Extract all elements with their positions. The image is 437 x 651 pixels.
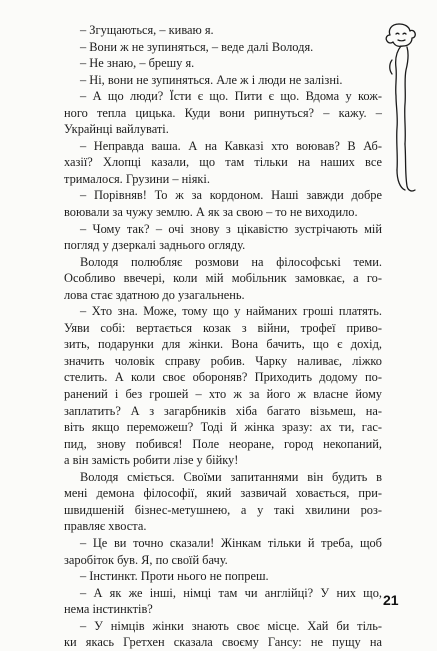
text-line: стелить. А коли своє обороняв? Приходить додому по- — [64, 370, 382, 385]
text-line: ранений і без грошей – хто ж за його ж власне йому — [64, 387, 382, 402]
text-line: Володя сміється. Своїми запитаннями він будить в — [80, 469, 382, 484]
text-line: а він замість робити лізе у бійку! — [64, 453, 239, 468]
text-line: зить, подарунки для жінки. Вона бачить, що є дохід, — [64, 337, 382, 352]
text-line: заплатить? А з загарбників хіба багато візьмеш, на- — [64, 403, 382, 418]
text-line: швидшеній бізнес-метушнею, а у такі хвилини роз- — [64, 502, 382, 517]
text-line: заробіток був. Я, по своїй бачу. — [64, 552, 228, 567]
text-line: хазії? Хлопці казали, що там тільки на наших все — [64, 155, 382, 170]
text-line: пид, знову побився! Поле неоране, город некопаний, — [64, 436, 382, 451]
text-line: ки якась Гретхен сказала своєму Гансу: не пущу на — [64, 635, 382, 650]
text-line: лова стає здатною до узагальнень. — [64, 287, 245, 302]
page-number: 21 — [383, 592, 399, 608]
text-line: – Чому так? – очі знову з цікавістю зустрічають мій — [80, 221, 382, 236]
text-line: Украйнці вайлуваті. — [64, 122, 169, 137]
text-line: Особливо ввечері, коли мій мобільник замовкає, а го- — [64, 271, 382, 286]
text-line: воювали за чужу землю. А як за свою – то не виходило. — [64, 205, 358, 220]
monkey-ornament-icon — [379, 20, 423, 198]
text-line: – Порівняв! То ж за кордоном. Наші завжди добре — [80, 188, 382, 203]
text-line: – Хто зна. Може, тому що у найманих гроші платять. — [80, 304, 382, 319]
text-line: ного тепла цицька. Куди вони рипнуться? – кажу. – — [64, 105, 382, 120]
text-line: нема інстинктів? — [64, 602, 153, 617]
text-line: – А як же інші, німці там чи англійці? У них що, — [80, 585, 382, 600]
text-line: – Ні, вони не зупиняться. Але ж і люди не залізні. — [80, 72, 343, 87]
text-line: – У німців жінки знають своє місце. Хай би тіль- — [80, 618, 382, 633]
text-line: – Неправда ваша. А на Кавказі хто воював? В Аб- — [80, 138, 382, 153]
text-line: – Інстинкт. Проти нього не попреш. — [80, 569, 269, 584]
text-line: мені демона філософії, який зазвичай ховається, при- — [64, 486, 382, 501]
text-line: – А що люди? Їсти є що. Пити є що. Вдома у кож- — [80, 89, 382, 104]
text-line: значить чоловік справу робив. Чарку наливає, ліжко — [64, 353, 382, 368]
text-line: віть якщо переможеш? Тоді й жінка зразу: ах ти, гас- — [64, 420, 382, 435]
text-line: – Не знаю, – брешу я. — [80, 56, 195, 71]
text-line: – Це ви точно сказали! Жінкам тільки й треба, щоб — [80, 535, 382, 550]
text-line: Володя полюбляє розмови на філософські теми. — [80, 254, 382, 269]
text-line: – Вони ж не зупиняться, – веде далі Володя. — [80, 39, 314, 54]
page-body-text — [64, 22, 382, 651]
text-line: погляд у дзеркалі заднього огляду. — [64, 238, 246, 253]
text-line: Уяви собі: вертається козак з війни, трофеї приво- — [64, 320, 382, 335]
text-line: – Згущаються, – киваю я. — [80, 23, 214, 37]
text-line: трималося. Грузини – ніякі. — [64, 171, 210, 186]
text-line: правляє хвоста. — [64, 519, 147, 534]
